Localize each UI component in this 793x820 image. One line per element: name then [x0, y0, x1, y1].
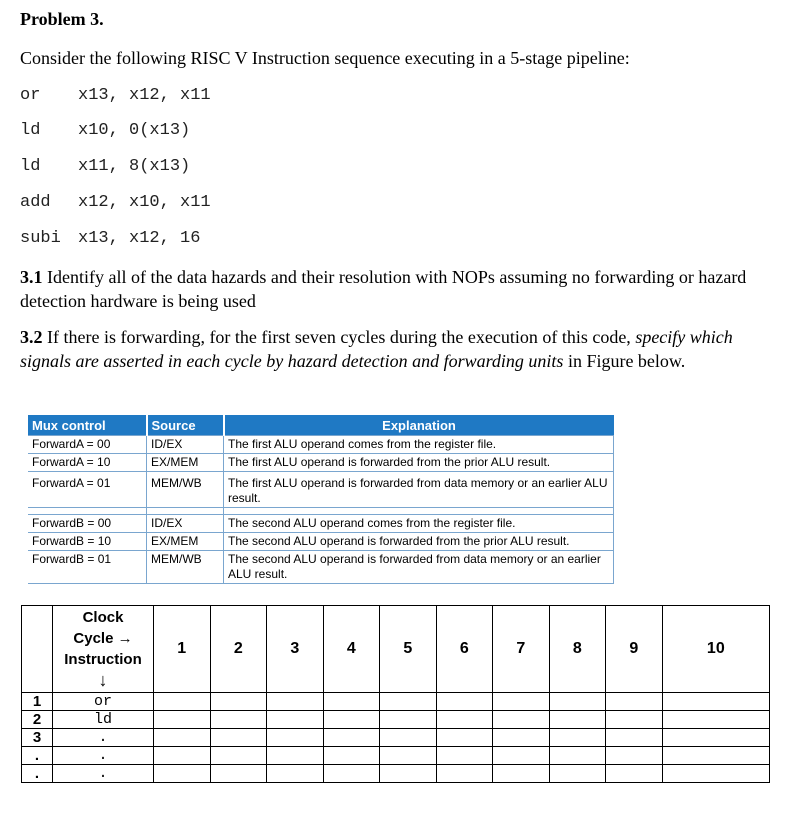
cycle-cell[interactable] — [549, 729, 606, 747]
cycle-cell[interactable] — [436, 729, 493, 747]
cycle-cell[interactable] — [210, 693, 267, 711]
cycle-header: 3 — [267, 606, 324, 693]
cycle-header: 5 — [380, 606, 437, 693]
cycle-cell[interactable] — [210, 711, 267, 729]
cycle-cell[interactable] — [323, 693, 380, 711]
cycle-cell[interactable] — [210, 729, 267, 747]
cycle-cell[interactable] — [380, 711, 437, 729]
instruction-cell: . — [53, 729, 154, 747]
code-args: x11, 8(x13) — [78, 157, 191, 176]
cycle-cell[interactable] — [267, 693, 324, 711]
instruction-cell: . — [53, 765, 154, 783]
cycle-cell[interactable] — [380, 747, 437, 765]
cycle-cell[interactable] — [549, 711, 606, 729]
cycle-header: 10 — [662, 606, 769, 693]
cycle-header: 6 — [436, 606, 493, 693]
question-number: 3.1 — [20, 267, 43, 287]
code-line — [20, 121, 190, 140]
mux-cell: ForwardB = 01 — [28, 551, 147, 584]
spacer-cell — [147, 508, 224, 515]
cycle-cell[interactable] — [662, 711, 769, 729]
corner-cell — [22, 606, 53, 693]
instruction-cell: . — [53, 747, 154, 765]
cycle-cell[interactable] — [436, 765, 493, 783]
instruction-cell: or — [53, 693, 154, 711]
cycle-cell[interactable] — [606, 765, 663, 783]
table-row — [22, 711, 770, 729]
cycle-cell[interactable] — [606, 711, 663, 729]
down-arrow-icon: ↓ — [98, 670, 108, 690]
explanation-cell: The first ALU operand comes from the register file. — [224, 436, 614, 454]
source-cell: EX/MEM — [147, 533, 224, 551]
question-number: 3.2 — [20, 327, 43, 347]
cycle-cell[interactable] — [154, 747, 211, 765]
spacer-cell — [224, 508, 614, 515]
cycle-cell[interactable] — [493, 729, 550, 747]
cycle-cell[interactable] — [210, 747, 267, 765]
cycle-cell[interactable] — [436, 747, 493, 765]
cycle-header: 8 — [549, 606, 606, 693]
code-line — [20, 157, 190, 176]
cycle-cell[interactable] — [606, 729, 663, 747]
cycle-cell[interactable] — [436, 711, 493, 729]
cycle-header: 2 — [210, 606, 267, 693]
explanation-cell: The second ALU operand is forwarded from the prior ALU result. — [224, 533, 614, 551]
cycle-header: 9 — [606, 606, 663, 693]
code-op: subi — [20, 229, 61, 248]
cycle-cell[interactable] — [154, 711, 211, 729]
table-row — [22, 747, 770, 765]
source-cell: ID/EX — [147, 515, 224, 533]
explanation-cell: The first ALU operand is forwarded from data memory or an earlier ALU result. — [224, 472, 614, 508]
question-emphasis: specify which signals are asserted in each cycle by hazard detection and forwarding units — [20, 327, 733, 371]
code-line — [20, 86, 211, 105]
cycle-cell[interactable] — [154, 693, 211, 711]
cycle-cell[interactable] — [323, 729, 380, 747]
mux-cell: ForwardB = 00 — [28, 515, 147, 533]
code-args: x13, x12, x11 — [78, 86, 211, 105]
table-row — [28, 533, 614, 551]
row-number: 1 — [22, 693, 53, 711]
row-number: 2 — [22, 711, 53, 729]
mux-control-table — [28, 415, 614, 584]
cycle-cell[interactable] — [380, 729, 437, 747]
cycle-cell[interactable] — [606, 693, 663, 711]
mux-cell: ForwardA = 10 — [28, 454, 147, 472]
header-explanation: Explanation — [224, 415, 614, 436]
header-mux-control: Mux control — [28, 415, 147, 436]
question-text: Identify all of the data hazards and their resolution with NOPs assuming no forwarding or hazard detection hardware is being used — [20, 267, 747, 311]
cycle-header: 1 — [154, 606, 211, 693]
table-row — [28, 454, 614, 472]
cycle-cell[interactable] — [323, 765, 380, 783]
mux-cell: ForwardA = 00 — [28, 436, 147, 454]
table-row — [22, 693, 770, 711]
source-cell: EX/MEM — [147, 454, 224, 472]
row-number: 3 — [22, 729, 53, 747]
code-args: x12, x10, x11 — [78, 193, 211, 212]
row-number: . — [22, 747, 53, 765]
pipeline-table — [21, 605, 770, 783]
code-args: x10, 0(x13) — [78, 121, 191, 140]
cycle-cell[interactable] — [549, 747, 606, 765]
code-op: ld — [20, 157, 41, 176]
code-line — [20, 193, 211, 212]
instruction-cell: ld — [53, 711, 154, 729]
cycle-cell[interactable] — [662, 729, 769, 747]
table-row — [22, 765, 770, 783]
cycle-cell[interactable] — [493, 711, 550, 729]
header-label: Clock — [82, 609, 124, 626]
question-3-1 — [20, 265, 770, 313]
cycle-cell[interactable] — [380, 765, 437, 783]
problem-title: Problem 3. — [20, 9, 104, 29]
question-text: in Figure below. — [563, 351, 686, 371]
explanation-cell: The second ALU operand comes from the register file. — [224, 515, 614, 533]
clock-cycle-header — [53, 606, 154, 693]
cycle-header: 4 — [323, 606, 380, 693]
cycle-cell[interactable] — [323, 747, 380, 765]
explanation-cell: The first ALU operand is forwarded from the prior ALU result. — [224, 454, 614, 472]
cycle-cell[interactable] — [267, 765, 324, 783]
mux-cell: ForwardB = 10 — [28, 533, 147, 551]
source-cell: ID/EX — [147, 436, 224, 454]
header-label: Instruction — [64, 651, 142, 668]
cycle-cell[interactable] — [493, 693, 550, 711]
intro-text: Consider the following RISC V Instruction sequence executing in a 5-stage pipeline: — [20, 48, 630, 68]
source-cell: MEM/WB — [147, 472, 224, 508]
table-row — [28, 436, 614, 454]
question-text: If there is forwarding, for the first seven cycles during the execution of this code, — [42, 327, 636, 347]
code-op: or — [20, 86, 41, 105]
code-line — [20, 229, 200, 248]
table-row — [22, 729, 770, 747]
cycle-cell[interactable] — [549, 693, 606, 711]
cycle-cell[interactable] — [267, 729, 324, 747]
cycle-cell[interactable] — [380, 693, 437, 711]
table-row — [28, 472, 614, 508]
header-label: Cycle → — [73, 630, 133, 647]
source-cell: MEM/WB — [147, 551, 224, 584]
spacer-cell — [28, 508, 147, 515]
explanation-cell: The second ALU operand is forwarded from data memory or an earlier ALU result. — [224, 551, 614, 584]
header-source: Source — [147, 415, 224, 436]
cycle-cell[interactable] — [154, 729, 211, 747]
cycle-cell[interactable] — [210, 765, 267, 783]
cycle-cell[interactable] — [267, 711, 324, 729]
cycle-cell[interactable] — [323, 711, 380, 729]
cycle-cell[interactable] — [662, 693, 769, 711]
cycle-cell[interactable] — [436, 693, 493, 711]
row-number: . — [22, 765, 53, 783]
cycle-header: 7 — [493, 606, 550, 693]
table-row — [28, 551, 614, 584]
table-spacer-row — [28, 508, 614, 515]
code-args: x13, x12, 16 — [78, 229, 201, 248]
mux-cell: ForwardA = 01 — [28, 472, 147, 508]
cycle-cell[interactable] — [549, 765, 606, 783]
pipeline-header-row — [22, 606, 770, 693]
code-op: add — [20, 193, 51, 212]
table-header-row — [28, 415, 614, 436]
cycle-cell[interactable] — [267, 747, 324, 765]
cycle-cell[interactable] — [493, 747, 550, 765]
table-row — [28, 515, 614, 533]
cycle-cell[interactable] — [154, 765, 211, 783]
code-op: ld — [20, 121, 41, 140]
cycle-cell[interactable] — [606, 747, 663, 765]
cycle-cell[interactable] — [662, 747, 769, 765]
cycle-cell[interactable] — [662, 765, 769, 783]
question-3-2 — [20, 325, 770, 373]
cycle-cell[interactable] — [493, 765, 550, 783]
